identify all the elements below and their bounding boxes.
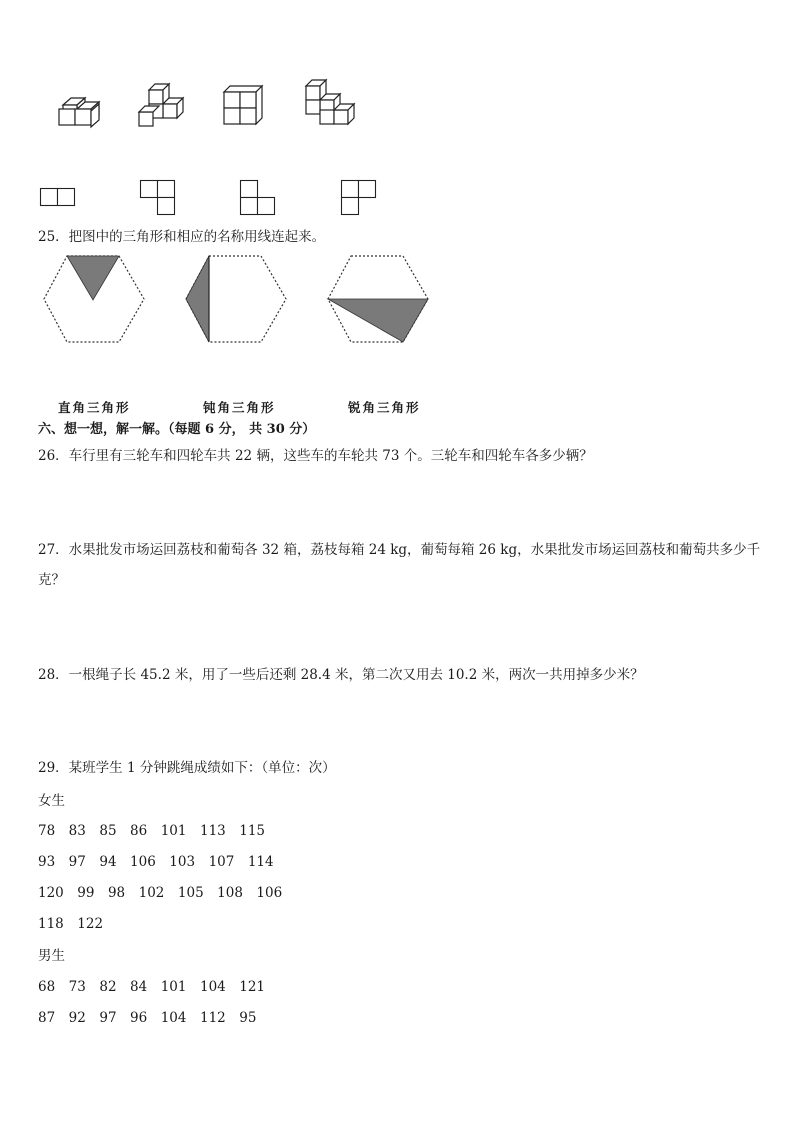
square-net-3-icon: [240, 180, 280, 216]
boys-row-2: 87 92 97 96 104 112 95: [38, 1010, 257, 1026]
girls-label: 女生: [38, 793, 65, 809]
cube-stack-3-icon: [220, 84, 270, 132]
square-net-2-icon: [140, 180, 180, 216]
boys-row-1: 68 73 82 84 101 104 121: [38, 979, 266, 995]
question-26: 26．车行里有三轮车和四轮车共 22 辆，这些车的车轮共 73 个。三轮车和四轮车各多少辆？: [38, 448, 593, 464]
girls-row-2: 93 97 94 106 103 107 114: [38, 854, 274, 870]
question-27-line-2: 克？: [38, 572, 65, 588]
name-right-triangle: 直角三角形: [58, 400, 131, 415]
girls-row-1: 78 83 85 86 101 113 115: [38, 823, 266, 839]
question-25: 25．把图中的三角形和相应的名称用线连起来。: [38, 229, 326, 245]
name-obtuse-triangle: 钝角三角形: [203, 400, 276, 415]
boys-label: 男生: [38, 948, 65, 964]
name-acute-triangle: 锐角三角形: [348, 400, 421, 415]
question-28: 28．一根绳子长 45.2 米，用了一些后还剩 28.4 米，第二次又用去 10.2 米，两次一共用掉多少米？: [38, 667, 644, 683]
hexagon-obtuse-triangle-icon: [184, 254, 288, 344]
hexagon-right-triangle-icon: [42, 254, 146, 344]
hexagon-acute-triangle-icon: [326, 254, 430, 344]
girls-row-3: 120 99 98 102 105 108 106: [38, 885, 283, 901]
girls-row-4: 118 122: [38, 916, 104, 932]
cube-stack-1-icon: [55, 95, 105, 135]
cube-stack-4-icon: [300, 78, 360, 132]
section-6-heading: 六、想一想，解一解。（每题 6 分， 共 30 分）: [38, 422, 316, 437]
question-27-line-1: 27．水果批发市场运回荔枝和葡萄各 32 箱，荔枝每箱 24 kg，葡萄每箱 26 kg，水果批发市场运回荔枝和葡萄共多少千: [38, 542, 761, 558]
square-net-1-icon: [40, 188, 80, 210]
square-net-4-icon: [341, 180, 381, 216]
question-29-title: 29．某班学生 1 分钟跳绳成绩如下：（单位：次）: [38, 760, 336, 776]
cube-stack-2-icon: [135, 82, 190, 132]
